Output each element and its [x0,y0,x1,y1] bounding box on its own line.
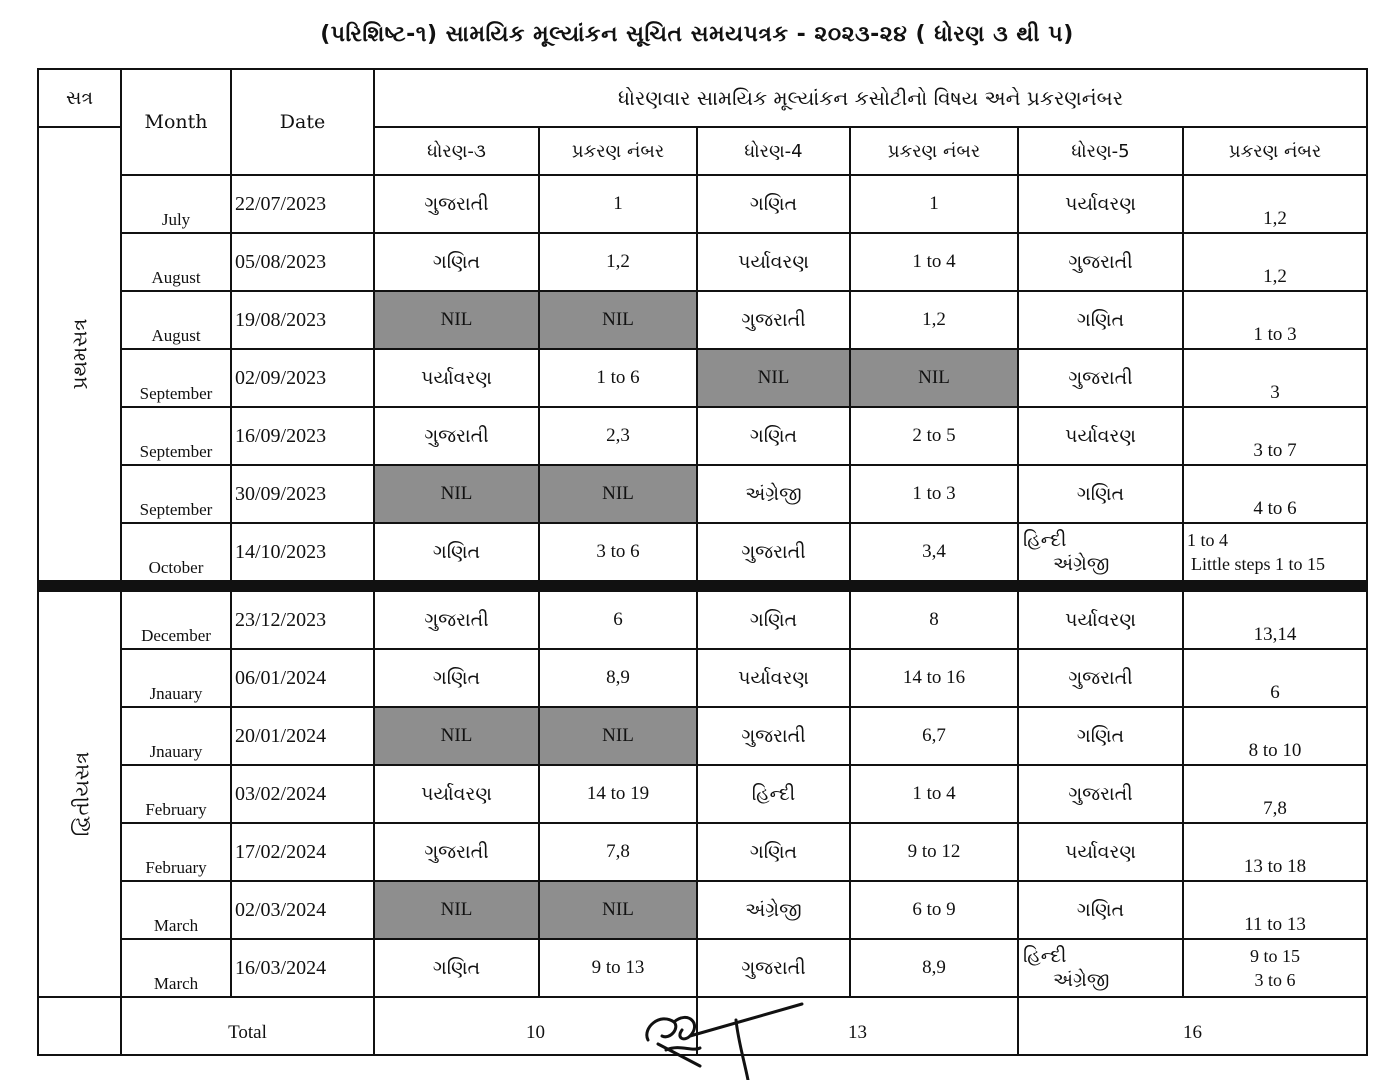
subject-std4: અંગ્રેજી [697,881,850,939]
subject-std5: પર્યાવરણ [1018,175,1183,233]
chapter-std4: 14 to 16 [850,649,1018,707]
chapter-std4: 6 to 9 [850,881,1018,939]
total-std3: 10 [374,997,697,1055]
subject-std5: ગણિત [1018,291,1183,349]
date-cell: 16/09/2023 [231,407,374,465]
subject-std5: ગણિત [1018,465,1183,523]
chapter-std4-nil: NIL [850,349,1018,407]
subject-std5: પર્યાવરણ [1018,823,1183,881]
header-chapter-4: પ્રકરણ નંબર [850,127,1018,175]
chapter-std5-line1: 9 to 15 [1250,946,1301,966]
table-row [38,649,1367,707]
table-row [38,591,1367,649]
month-cell: February [121,765,231,823]
chapter-std4: 1 to 4 [850,233,1018,291]
subject-std4: ગુજરાતી [697,291,850,349]
date-cell: 22/07/2023 [231,175,374,233]
chapter-std3: 1,2 [539,233,697,291]
chapter-std4: 1,2 [850,291,1018,349]
semester-separator [38,581,1367,591]
subject-std3: પર્યાવરણ [374,349,539,407]
document-title: (પરિશિષ્ટ-૧) સામયિક મૂલ્યાંકન સૂચિત સમયપત્રક - ૨૦૨૩-૨૪ ( ધોરણ ૩ થી ૫) [320,22,1074,47]
header-chapter-3: પ્રકરણ નંબર [539,127,697,175]
subject-std4: ગણિત [697,823,850,881]
chapter-std5-multi [1183,523,1367,581]
subject-std3-nil: NIL [374,881,539,939]
date-cell: 23/12/2023 [231,591,374,649]
subject-std4: ગુજરાતી [697,523,850,581]
chapter-std4: 9 to 12 [850,823,1018,881]
chapter-std5: 3 [1183,349,1367,407]
table-row [38,407,1367,465]
header-main: ધોરણવાર સામયિક મૂલ્યાંકન કસોટીનો વિષય અને પ્રકરણનંબર [374,69,1367,127]
chapter-std3: 1 [539,175,697,233]
date-cell: 02/09/2023 [231,349,374,407]
subject-std3: પર્યાવરણ [374,765,539,823]
chapter-std5: 1,2 [1183,233,1367,291]
subject-std3: ગુજરાતી [374,175,539,233]
header-std3: ધોરણ-૩ [374,127,539,175]
chapter-std4: 3,4 [850,523,1018,581]
subject-std5-multi [1018,939,1183,997]
chapter-std4: 1 [850,175,1018,233]
chapter-std5: 6 [1183,649,1367,707]
subject-std5-line1: હિન્દી [1023,529,1067,551]
date-cell: 30/09/2023 [231,465,374,523]
subject-std5: ગણિત [1018,707,1183,765]
chapter-std5: 13 to 18 [1183,823,1367,881]
table-row [38,881,1367,939]
chapter-std3: 2,3 [539,407,697,465]
chapter-std5-line2: Little steps 1 to 15 [1191,554,1325,574]
chapter-std3-nil: NIL [539,291,697,349]
subject-std5: પર્યાવરણ [1018,407,1183,465]
month-cell: February [121,823,231,881]
date-cell: 14/10/2023 [231,523,374,581]
subject-std3: ગણિત [374,939,539,997]
date-cell: 20/01/2024 [231,707,374,765]
subject-std4: ગણિત [697,591,850,649]
subject-std3: ગુજરાતી [374,407,539,465]
subject-std5: ગુજરાતી [1018,349,1183,407]
table-row [38,523,1367,581]
table-row [38,349,1367,407]
subject-std3: ગુજરાતી [374,823,539,881]
subject-std5: ગુજરાતી [1018,765,1183,823]
chapter-std5-line2: 3 to 6 [1254,970,1296,990]
month-cell: March [121,939,231,997]
subject-std5-line1: હિન્દી [1023,945,1067,967]
subject-std4: ગુજરાતી [697,939,850,997]
semester-second-label: દ્વિતીયસત્ર [69,751,94,837]
header-chapter-5: પ્રકરણ નંબર [1183,127,1367,175]
month-cell: September [121,407,231,465]
chapter-std3: 14 to 19 [539,765,697,823]
header-month: Month [121,69,231,175]
total-label: Total [121,997,374,1055]
subject-std5-line2: અંગ્રેજી [1053,553,1110,575]
subject-std3-nil: NIL [374,465,539,523]
month-cell: Jnauary [121,707,231,765]
table-row [38,707,1367,765]
chapter-std4: 1 to 3 [850,465,1018,523]
month-cell: Jnauary [121,649,231,707]
chapter-std3: 7,8 [539,823,697,881]
chapter-std5: 1 to 3 [1183,291,1367,349]
chapter-std5: 4 to 6 [1183,465,1367,523]
semester-first-label: પ્રથમસત્ર [67,318,92,390]
header-std4: ધોરણ-4 [697,127,850,175]
month-cell: August [121,291,231,349]
date-cell: 05/08/2023 [231,233,374,291]
semester-second [38,591,121,997]
subject-std3-nil: NIL [374,291,539,349]
chapter-std3: 3 to 6 [539,523,697,581]
subject-std5-multi [1018,523,1183,581]
chapter-std4: 1 to 4 [850,765,1018,823]
chapter-std4: 6,7 [850,707,1018,765]
month-cell: July [121,175,231,233]
table-row [38,765,1367,823]
header-std5: ધોરણ-5 [1018,127,1183,175]
date-cell: 03/02/2024 [231,765,374,823]
subject-std4: પર્યાવરણ [697,233,850,291]
subject-std5: પર્યાવરણ [1018,591,1183,649]
chapter-std4: 8 [850,591,1018,649]
subject-std4: ગણિત [697,407,850,465]
header-date: Date [231,69,374,175]
date-cell: 02/03/2024 [231,881,374,939]
month-cell: December [121,591,231,649]
subject-std5: ગણિત [1018,881,1183,939]
chapter-std5: 7,8 [1183,765,1367,823]
subject-std3: ગણિત [374,649,539,707]
table-row [38,175,1367,233]
month-cell: September [121,349,231,407]
table-row [38,465,1367,523]
date-cell: 19/08/2023 [231,291,374,349]
chapter-std3-nil: NIL [539,707,697,765]
date-cell: 17/02/2024 [231,823,374,881]
table-row [38,233,1367,291]
month-cell: March [121,881,231,939]
header-satra: સત્ર [38,69,121,127]
total-std5: 16 [1018,997,1367,1055]
subject-std4: હિન્દી [697,765,850,823]
table-row [38,823,1367,881]
chapter-std3: 8,9 [539,649,697,707]
table-row [38,939,1367,997]
chapter-std5-multi [1183,939,1367,997]
chapter-std5: 3 to 7 [1183,407,1367,465]
total-std4: 13 [697,997,1018,1055]
chapter-std3-nil: NIL [539,465,697,523]
subject-std4: ગણિત [697,175,850,233]
subject-std4: પર્યાવરણ [697,649,850,707]
chapter-std3: 6 [539,591,697,649]
chapter-std4: 2 to 5 [850,407,1018,465]
month-cell: August [121,233,231,291]
chapter-std3: 9 to 13 [539,939,697,997]
date-cell: 06/01/2024 [231,649,374,707]
subject-std4-nil: NIL [697,349,850,407]
chapter-std5: 13,14 [1183,591,1367,649]
semester-first [38,127,121,581]
subject-std5-line2: અંગ્રેજી [1053,969,1110,991]
date-cell: 16/03/2024 [231,939,374,997]
month-cell: October [121,523,231,581]
subject-std3-nil: NIL [374,707,539,765]
header-row-main [38,69,1367,127]
subject-std3: ગણિત [374,523,539,581]
chapter-std5-line1: 1 to 4 [1187,530,1229,550]
chapter-std3: 1 to 6 [539,349,697,407]
month-cell: September [121,465,231,523]
chapter-std5: 8 to 10 [1183,707,1367,765]
chapter-std5: 1,2 [1183,175,1367,233]
chapter-std3-nil: NIL [539,881,697,939]
signature [640,1000,820,1080]
subject-std4: અંગ્રેજી [697,465,850,523]
subject-std5: ગુજરાતી [1018,233,1183,291]
subject-std5: ગુજરાતી [1018,649,1183,707]
chapter-std5: 11 to 13 [1183,881,1367,939]
table-row [38,291,1367,349]
subject-std3: ગણિત [374,233,539,291]
schedule-table [37,68,1368,1056]
chapter-std4: 8,9 [850,939,1018,997]
subject-std4: ગુજરાતી [697,707,850,765]
subject-std3: ગુજરાતી [374,591,539,649]
